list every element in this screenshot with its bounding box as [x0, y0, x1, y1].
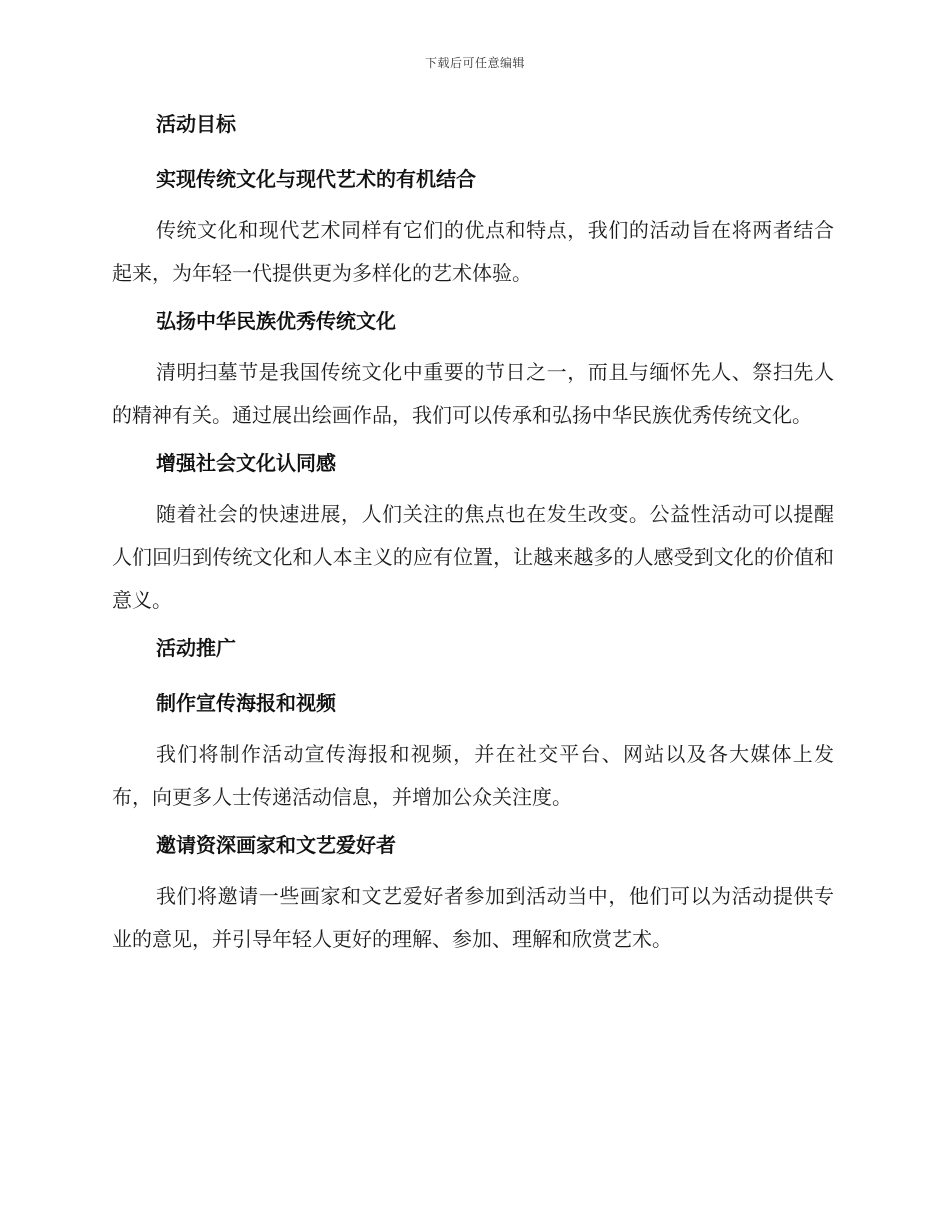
paragraph-invite-artists: 我们将邀请一些画家和文艺爱好者参加到活动当中，他们可以为活动提供专业的意见，并引导年轻人更好的理解、参加、理解和欣赏艺术。: [112, 884, 834, 951]
paragraph-cultural-identity: 随着社会的快速进展，人们关注的焦点也在发生改变。公益性活动可以提醒人们回归到传统文化和人本主义的应有位置，让越来越多的人感受到文化的价值和意义。: [112, 502, 834, 612]
document-body: [112, 108, 834, 961]
subheading-combine-tradition-modern: 实现传统文化与现代艺术的有机结合: [156, 167, 476, 191]
paragraph-promote-culture: 清明扫墓节是我国传统文化中重要的节日之一，而且与缅怀先人、祭扫先人的精神有关。通过展出绘画作品，我们可以传承和弘扬中华民族优秀传统文化。: [112, 360, 834, 427]
paragraph-posters-videos: 我们将制作活动宣传海报和视频，并在社交平台、网站以及各大媒体上发布，向更多人士传递活动信息，并增加公众关注度。: [112, 742, 834, 809]
page-header: 下载后可任意编辑: [424, 56, 525, 70]
section-heading-goals: 活动目标: [156, 112, 236, 136]
subheading-promote-culture: 弘扬中华民族优秀传统文化: [156, 309, 396, 333]
section-heading-promotion: 活动推广: [156, 636, 236, 660]
subheading-posters-videos: 制作宣传海报和视频: [156, 691, 336, 715]
subheading-cultural-identity: 增强社会文化认同感: [156, 451, 336, 475]
subheading-invite-artists: 邀请资深画家和文艺爱好者: [156, 833, 396, 857]
paragraph-combine-tradition-modern: 传统文化和现代艺术同样有它们的优点和特点，我们的活动旨在将两者结合起来，为年轻一代提供更为多样化的艺术体验。: [112, 218, 834, 285]
